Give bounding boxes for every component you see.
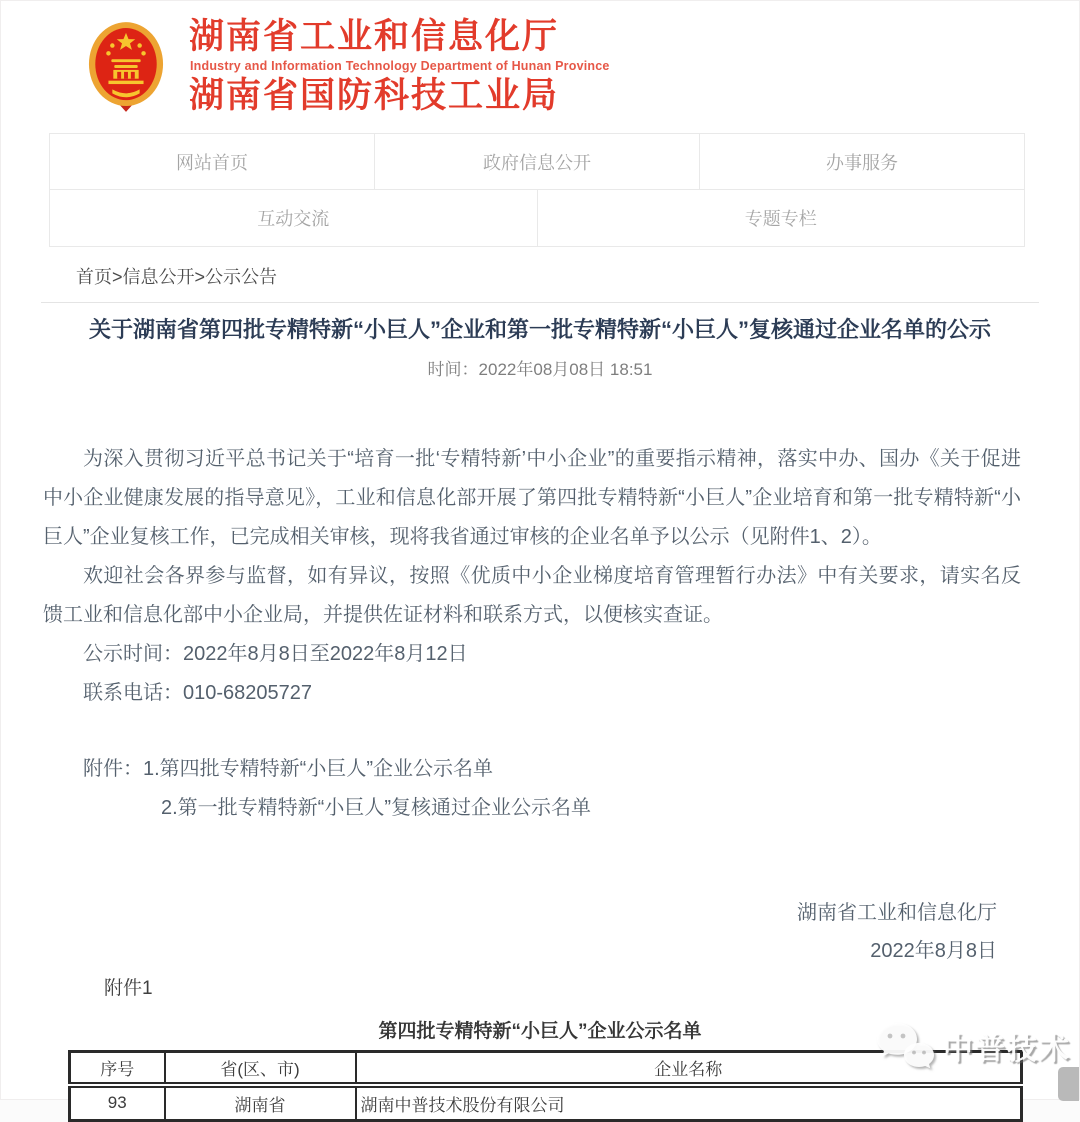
paragraph-2: 欢迎社会各界参与监督，如有异议，按照《优质中小企业梯度培育管理暂行办法》中有关要求，请实名反馈工业和信息化部中小企业局，并提供佐证材料和联系方式，以便核实查证。 — [43, 565, 1021, 626]
contact-phone: 联系电话：010-68205727 — [83, 682, 313, 704]
nav-item-interaction[interactable]: 互动交流 — [50, 190, 538, 246]
table-header-row — [70, 1052, 1022, 1085]
cell-company: 湖南中普技术股份有限公司 — [356, 1085, 1022, 1121]
attachments-label: 附件： — [83, 758, 143, 780]
org-name-block — [189, 19, 610, 113]
signature-date: 2022年8月8日 — [870, 940, 997, 962]
article-body — [43, 440, 1021, 970]
signature-block — [43, 894, 1021, 970]
annex-table-title: 第四批专精特新“小巨人”企业公示名单 — [378, 1021, 702, 1042]
attachment-1-text: 1.第四批专精特新“小巨人”企业公示名单 — [143, 758, 493, 780]
site-header — [1, 1, 1079, 129]
header-index: 序号 — [70, 1052, 165, 1085]
attachment-2: 2.第一批专精特新“小巨人”复核通过企业公示名单 — [161, 797, 591, 819]
nav-row-2 — [50, 190, 1024, 246]
main-nav — [49, 133, 1025, 247]
nav-row-1 — [50, 134, 1024, 190]
attachments — [43, 750, 1021, 828]
paragraph-1: 为深入贯彻习近平总书记关于“培育一批‘专精特新’中小企业”的重要指示精神，落实中办、国办《关于促进中小企业健康发展的指导意见》，工业和信息化部开展了第四批专精特新“小巨人”企业培育和第一批专精特新“小巨人”企业复核工作，已完成相关审核，现将我省通过审核的企业名单予以公示（见附件1、2）。 — [43, 448, 1021, 548]
nav-item-special-topics[interactable]: 专题专栏 — [538, 190, 1025, 246]
annex-label: 附件1 — [104, 978, 153, 999]
org-name-cn-2: 湖南省国防科技工业局 — [189, 75, 560, 115]
nav-item-home[interactable]: 网站首页 — [50, 134, 375, 190]
divider — [41, 302, 1039, 303]
cell-province: 湖南省 — [165, 1085, 356, 1121]
signature-org: 湖南省工业和信息化厅 — [797, 902, 997, 924]
table-row — [70, 1085, 1022, 1121]
nav-item-services[interactable]: 办事服务 — [700, 134, 1024, 190]
cell-index: 93 — [70, 1085, 165, 1121]
org-name-en: Industry and Information Technology Department of Hunan Province — [190, 59, 610, 73]
breadcrumb[interactable]: 首页>信息公开>公示公告 — [76, 267, 278, 287]
watermark-text: 中普技术 — [943, 1033, 1071, 1066]
header-province: 省(区、市) — [165, 1052, 356, 1085]
publicity-period: 公示时间：2022年8月8日至2022年8月12日 — [83, 643, 468, 665]
header-company: 企业名称 — [356, 1052, 1022, 1085]
attachment-1 — [43, 750, 1021, 789]
nav-item-gov-info[interactable]: 政府信息公开 — [375, 134, 700, 190]
org-name-cn-1: 湖南省工业和信息化厅 — [189, 17, 560, 56]
article-time: 时间：2022年08月08日 18:51 — [427, 360, 653, 379]
corner-scroll-handle[interactable] — [1058, 1067, 1079, 1101]
enterprise-table — [68, 1050, 1023, 1122]
article-title: 关于湖南省第四批专精特新“小巨人”企业和第一批专精特新“小巨人”复核通过企业名单的公示 — [88, 317, 991, 342]
national-emblem-icon — [87, 21, 165, 113]
